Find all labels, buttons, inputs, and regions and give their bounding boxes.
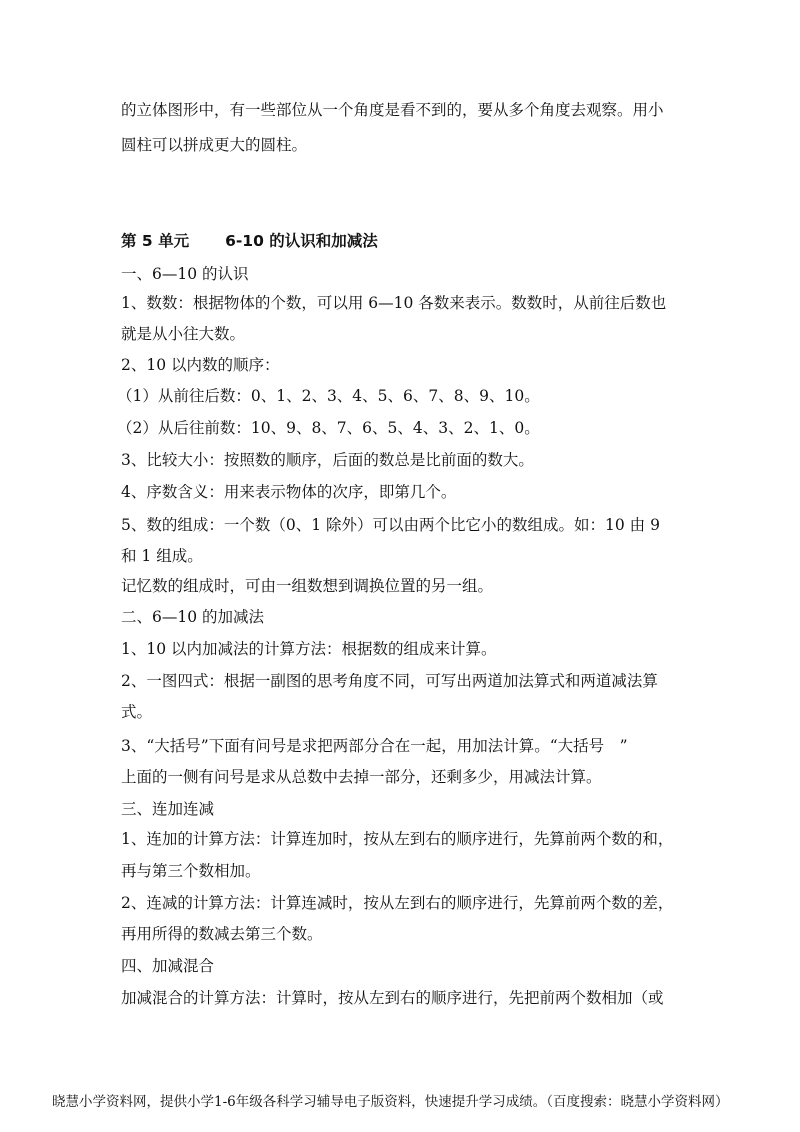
s1-paragraph-5-line-2: 和 1 组成。 <box>121 547 203 565</box>
section-1-title: 一、6—10 的认识 <box>121 265 249 283</box>
section-3-title: 三、连加连减 <box>121 800 215 818</box>
unit-title: 6-10 的认识和加减法 <box>225 232 378 250</box>
s1-paragraph-4: 4、序数含义：用来表示物体的次序，即第几个。 <box>121 483 457 501</box>
s4-paragraph-1: 加减混合的计算方法：计算时，按从左到右的顺序进行，先把前两个数相加（或 <box>121 989 664 1007</box>
section-4-title: 四、加减混合 <box>121 957 215 975</box>
s1-paragraph-2-item-1: （1）从前往后数：0、1、2、3、4、5、6、7、8、9、10。 <box>117 387 540 405</box>
s1-paragraph-3: 3、比较大小：按照数的顺序，后面的数总是比前面的数大。 <box>121 451 534 469</box>
s3-paragraph-2-line-2: 再用所得的数减去第三个数。 <box>121 925 323 943</box>
s1-paragraph-1-line-1: 1、数数：根据物体的个数，可以用 6—10 各数来表示。数数时，从前往后数也 <box>121 294 667 312</box>
section-2-title: 二、6—10 的加减法 <box>121 608 265 626</box>
unit-heading <box>121 231 378 251</box>
s1-paragraph-2-item-2: （2）从后往前数：10、9、8、7、6、5、4、3、2、1、0。 <box>117 419 540 437</box>
s1-paragraph-6: 记忆数的组成时，可由一组数想到调换位置的另一组。 <box>121 577 494 595</box>
s3-paragraph-2-line-1: 2、连减的计算方法：计算连减时，按从左到右的顺序进行，先算前两个数的差， <box>121 894 674 912</box>
s3-paragraph-1-line-2: 再与第三个数相加。 <box>121 862 261 880</box>
s1-paragraph-5-line-1: 5、数的组成：一个数（0、1 除外）可以由两个比它小的数组成。如：10 由 9 <box>121 516 660 534</box>
page-footer: 晓慧小学资料网，提供小学1-6年级各科学习辅导电子版资料，快速提升学习成绩。（百度搜索：晓慧小学资料网） <box>52 1094 729 1110</box>
s1-paragraph-2: 2、10 以内数的顺序： <box>121 356 280 374</box>
s2-paragraph-2-line-1: 2、一图四式：根据一副图的思考角度不同，可写出两道加法算式和两道减法算 <box>121 672 658 690</box>
unit-label: 第 5 单元 <box>121 232 190 250</box>
s2-paragraph-3-line-2: 上面的一侧有问号是求从总数中去掉一部分，还剩多少，用减法计算。 <box>121 768 602 786</box>
intro-line-1: 的立体图形中，有一些部位从一个角度是看不到的，要从多个角度去观察。用小 <box>121 101 664 119</box>
s2-paragraph-3-line-1: 3、“大括号”下面有问号是求把两部分合在一起，用加法计算。“大括号 ” <box>121 737 628 755</box>
s1-paragraph-1-line-2: 就是从小往大数。 <box>121 325 246 343</box>
intro-line-2: 圆柱可以拼成更大的圆柱。 <box>121 136 308 154</box>
s3-paragraph-1-line-1: 1、连加的计算方法：计算连加时，按从左到右的顺序进行，先算前两个数的和， <box>121 830 674 848</box>
s2-paragraph-1: 1、10 以内加减法的计算方法：根据数的组成来计算。 <box>121 640 497 658</box>
s2-paragraph-2-line-2: 式。 <box>121 703 153 721</box>
